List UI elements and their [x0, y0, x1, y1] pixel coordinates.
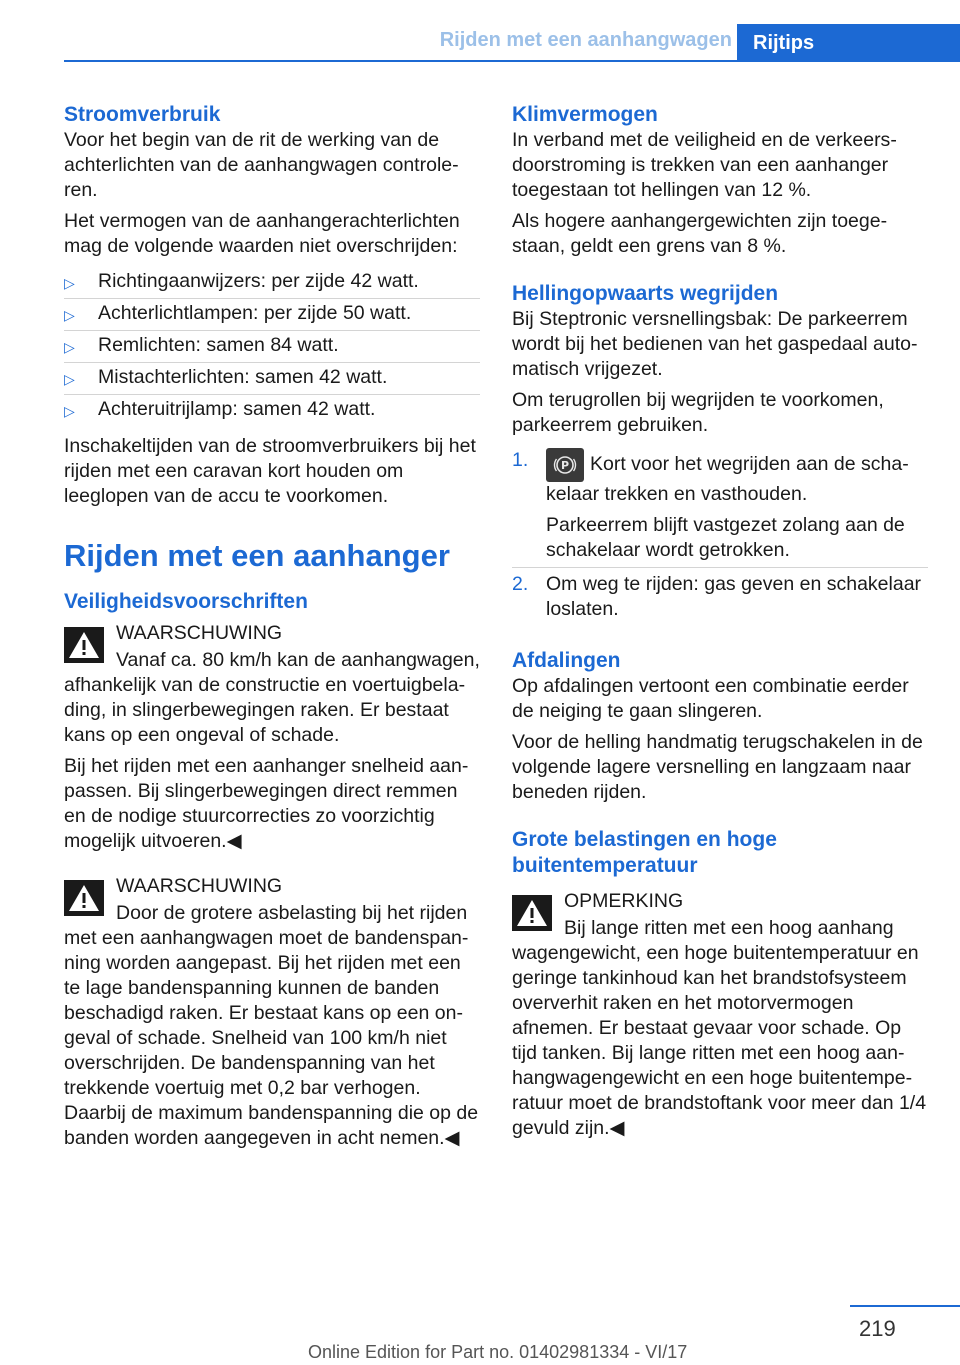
header-section-title: Rijden met een aanhangwagen	[439, 29, 732, 51]
list-item: ▷ Achteruitrijlamp: samen 42 watt.	[64, 395, 480, 426]
warning-text: Vanaf ca. 80 km/h kan de aanhangwagen,	[116, 649, 480, 671]
triangle-bullet-icon: ▷	[64, 275, 75, 291]
note-text: Bij lange ritten met een hoog aanhang	[564, 917, 894, 939]
paragraph: Inschakeltijden van de stroomverbruikers bij het rijden met een caravan kort houden om leeglopen van de accu te voorkomen.	[64, 435, 476, 507]
warning-block	[64, 621, 480, 854]
warning-text: met een aanhangwagen moet de bandenspanning worden aangepast. Bij het rijden met een te lage bandenspanning kunnen de banden beschadigd raken. Er bestaat kans op een ongeval of schade. Snelheid van 100 km/h niet overschrijden. De bandenspanning van het trekkende voertuig met 0,2 bar verhogen. Daarbij de maximum bandenspanning die op de banden worden aangegeven in acht nemen.◀	[64, 927, 479, 1149]
paragraph: Bij Steptronic versnellingsbak: De parkeerrem wordt bij het bedienen van het gaspedaal automatisch vrijgezet.	[512, 308, 918, 380]
paragraph: Voor het begin van de rit de werking van de achterlichten van de aanhangwagen controleren.	[64, 129, 459, 201]
step-item	[512, 448, 928, 568]
right-column	[512, 102, 928, 1147]
step-text: Om weg te rijden: gas geven en schakelaar loslaten.	[546, 573, 922, 620]
paragraph: Op afdalingen vertoont een combinatie eerder de neiging te gaan slingeren.	[512, 675, 909, 722]
warning-title: WAARSCHUWING	[116, 622, 283, 644]
heading-veiligheidsvoorschriften: Veiligheidsvoorschriften	[64, 590, 308, 613]
step-number: 1.	[512, 449, 529, 471]
paragraph: Om terugrollen bij wegrijden te voorkomen, parkeerrem gebruiken.	[512, 389, 884, 436]
paragraph: Het vermogen van de aanhangerachterlichten mag de volgende waarden niet overschrijden:	[64, 210, 460, 257]
step-text: Kort voor het wegrijden aan de schakelaar trekken en vasthouden.	[546, 453, 909, 505]
warning-text: afhankelijk van de constructie en voertuigbelading, in slingerbewegingen raken. Er bestaat kans op een ongeval of schade.	[64, 674, 466, 746]
heading-afdalingen: Afdalingen	[512, 649, 621, 672]
note-block	[512, 889, 928, 1141]
edition-footer: Online Edition for Part no. 01402981334 - VI/17	[308, 1342, 688, 1362]
header-chapter-tab: Rijtips	[737, 24, 960, 62]
svg-text:P: P	[560, 459, 570, 472]
page-number: 219	[859, 1316, 896, 1341]
triangle-bullet-icon: ▷	[64, 307, 75, 323]
warning-triangle-icon	[512, 895, 552, 931]
heading-rijden-met-aanhanger: Rijden met een aanhanger	[64, 538, 450, 573]
list-item: ▷ Richtingaanwijzers: per zijde 42 watt.	[64, 267, 480, 299]
step-subtext: Parkeerrem blijft vastgezet zolang aan de schakelaar wordt getrokken.	[546, 514, 905, 561]
paragraph: Voor de helling handmatig terugschakelen in de volgende lagere versnelling en langzaam naar beneden rijden.	[512, 731, 923, 803]
list-item: ▷ Mistachterlichten: samen 42 watt.	[64, 363, 480, 395]
note-text: wagengewicht, een hoge buitentemperatuur en geringe tankinhoud kan het brandstofsysteem oververhit raken en het motorvermogen afnemen. Er bestaat gevaar voor schade. Op tijd tanken. Bij lange ritten met een hoog aanhangwagengewicht en een hoge buitentemperatuur moet de brandstoftank voor meer dan 1/4 gevuld zijn.◀	[512, 942, 927, 1139]
footer-rule	[850, 1305, 960, 1307]
warning-triangle-icon	[64, 627, 104, 663]
warning-block	[64, 874, 480, 1151]
triangle-bullet-icon: ▷	[64, 403, 75, 419]
parking-brake-switch-icon	[546, 448, 584, 482]
note-title: OPMERKING	[564, 890, 684, 912]
list-item: ▷ Remlichten: samen 84 watt.	[64, 331, 480, 363]
heading-klimvermogen: Klimvermogen	[512, 103, 658, 126]
left-column	[64, 102, 480, 1157]
step-item	[512, 572, 928, 626]
warning-triangle-icon	[64, 880, 104, 916]
heading-stroomverbruik: Stroomverbruik	[64, 103, 221, 126]
triangle-bullet-icon: ▷	[64, 339, 75, 355]
heading-hellingopwaarts: Hellingopwaarts wegrijden	[512, 282, 779, 305]
step-number: 2.	[512, 573, 529, 595]
triangle-bullet-icon: ▷	[64, 371, 75, 387]
warning-text: Bij het rijden met een aanhanger snelheid aanpassen. Bij slingerbewegingen direct remmen en de nodige stuurcorrecties zo voorzichtig mogelijk uitvoeren.◀	[64, 755, 469, 852]
paragraph: Als hogere aanhangergewichten zijn toegestaan, geldt een grens van 8 %.	[512, 210, 888, 257]
warning-title: WAARSCHUWING	[116, 875, 283, 897]
header-rule	[64, 60, 960, 62]
paragraph: In verband met de veiligheid en de verkeersdoorstroming is trekken van een aanhanger toegestaan tot hellingen van 12 %.	[512, 129, 897, 201]
steps-list	[512, 448, 928, 626]
heading-grote-belastingen: Grote belastingen en hoge buitentemperatuur	[512, 828, 777, 877]
warning-text: Door de grotere asbelasting bij het rijden	[116, 902, 468, 924]
power-limits-list	[64, 267, 480, 426]
list-item: ▷ Achterlichtlampen: per zijde 50 watt.	[64, 299, 480, 331]
